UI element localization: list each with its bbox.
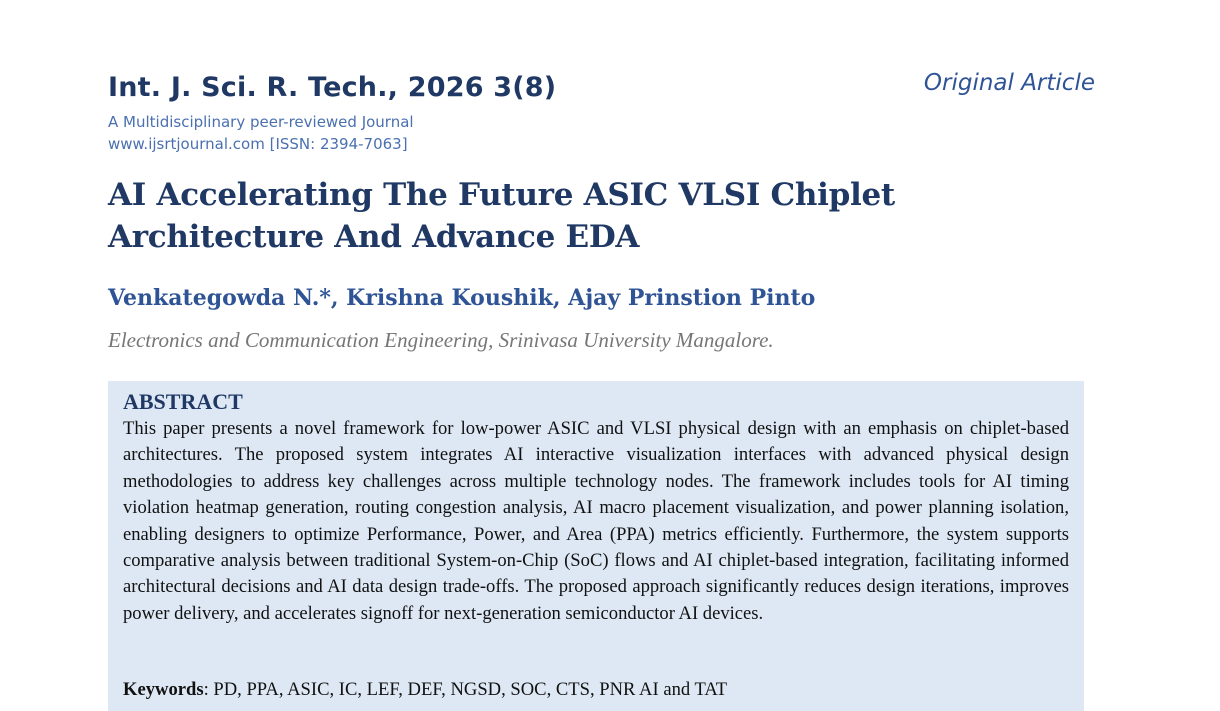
- abstract-heading: ABSTRACT: [123, 389, 243, 414]
- abstract-section: [108, 381, 1084, 711]
- keywords-value: : PD, PPA, ASIC, IC, LEF, DEF, NGSD, SOC, CTS, PNR AI and TAT: [203, 679, 728, 700]
- author-list: Venkategowda N.*, Krishna Koushik, Ajay Prinstion Pinto: [108, 285, 816, 311]
- keywords-line: [123, 679, 727, 701]
- keywords-label: Keywords: [123, 679, 204, 700]
- paper-title: AI Accelerating The Future ASIC VLSI Chiplet Architecture And Advance EDA: [108, 177, 895, 255]
- article-type-label: Original Article: [923, 70, 1095, 96]
- abstract-text: This paper presents a novel framework for low-power ASIC and VLSI physical design with an emphasis on chiplet-based architectures. The proposed system integrates AI interactive visualization interfaces with advanced physical design methodologies to address key challenges across multiple technology nodes. The framework includes tools for AI timing violation heatmap generation, routing congestion analysis, AI macro placement visualization, and power planning isolation, enabling designers to optimize Performance, Power, and Area (PPA) metrics efficiently. Furthermore, the system supports comparative analysis between traditional System-on-Chip (SoC) flows and AI chiplet-based integration, facilitating informed architectural decisions and AI data design trade-offs. The proposed approach significantly reduces design iterations, improves power delivery, and accelerates signoff for next-generation semiconductor AI devices.: [123, 418, 1069, 624]
- journal-website: www.ijsrtjournal.com [ISSN: 2394-7063]: [108, 135, 408, 153]
- journal-title: Int. J. Sci. R. Tech., 2026 3(8): [108, 72, 557, 103]
- journal-subtitle: A Multidisciplinary peer-reviewed Journal: [108, 113, 414, 131]
- affiliation: Electronics and Communication Engineering, Srinivasa University Mangalore.: [108, 328, 774, 352]
